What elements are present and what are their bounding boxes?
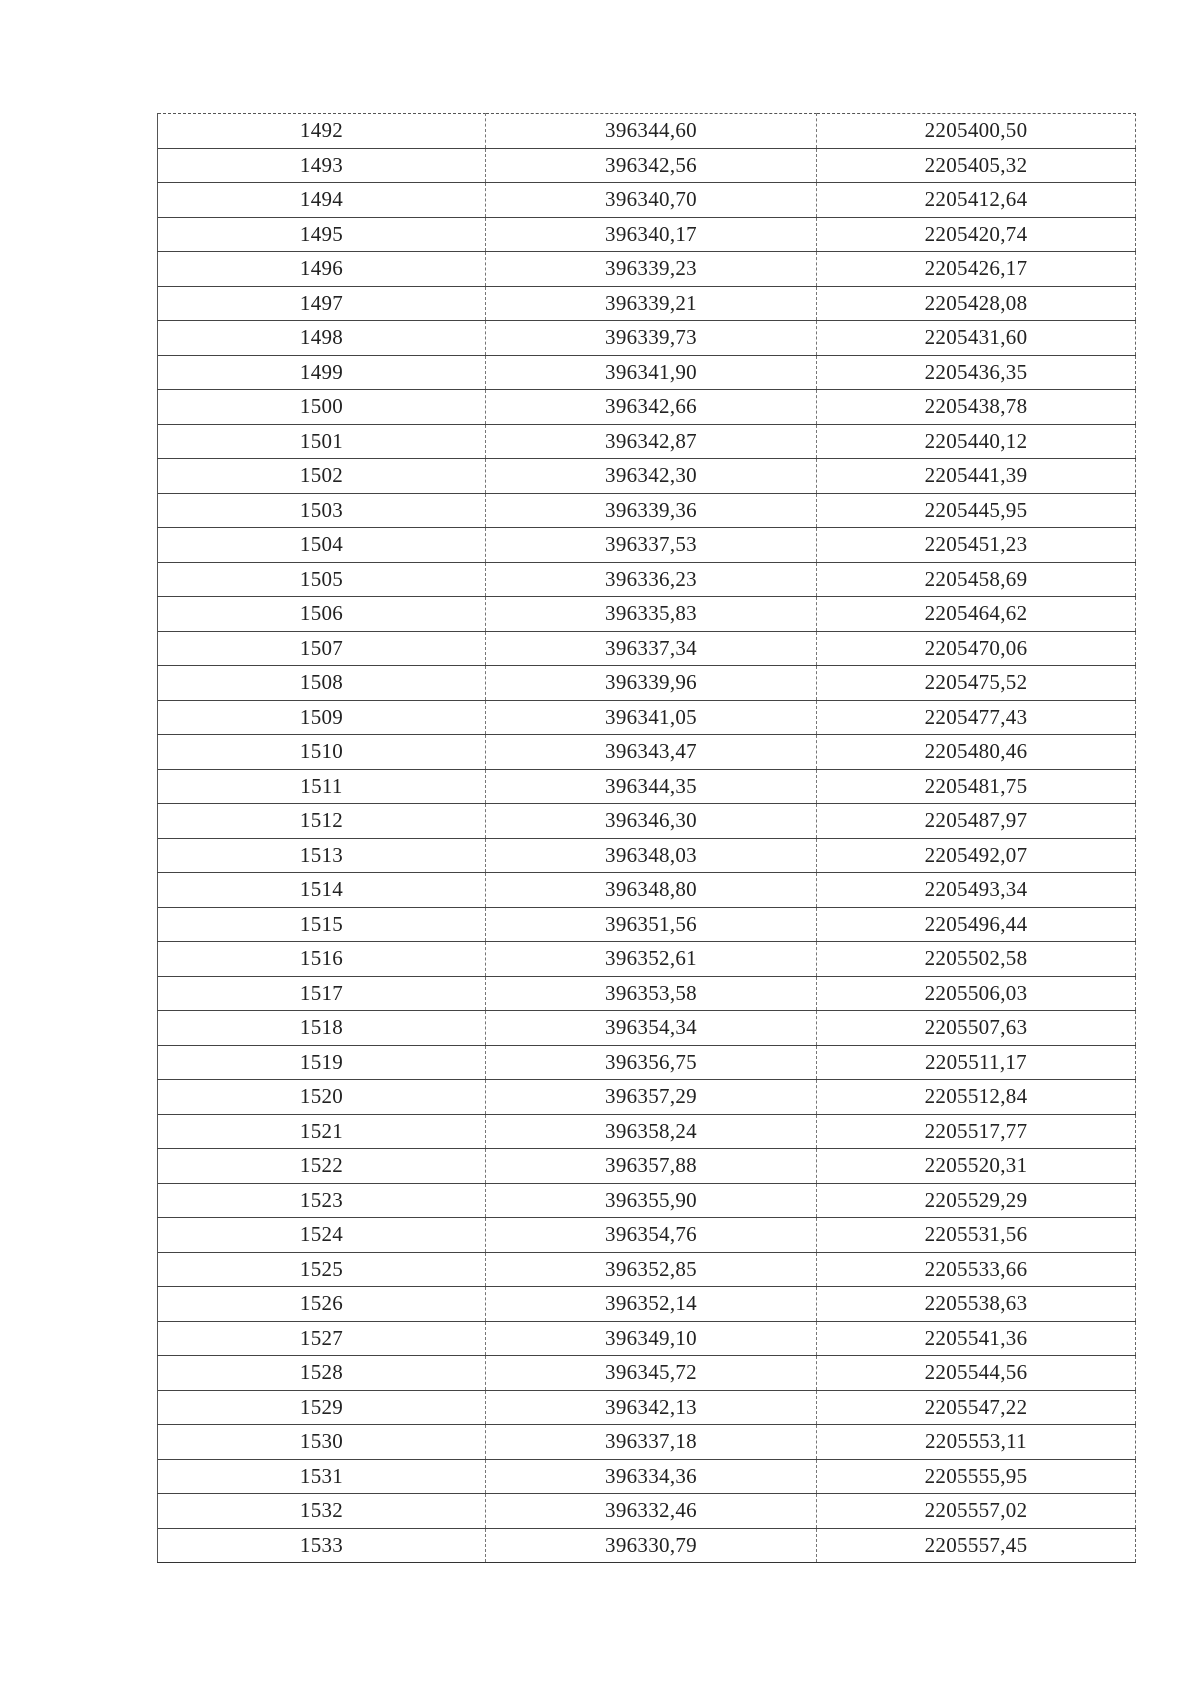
y-coordinate-cell: 2205458,69 bbox=[817, 562, 1136, 597]
table-row bbox=[158, 804, 1136, 839]
y-coordinate-cell: 2205438,78 bbox=[817, 390, 1136, 425]
y-coordinate-cell: 2205400,50 bbox=[817, 114, 1136, 149]
table-row bbox=[158, 1011, 1136, 1046]
y-coordinate-cell: 2205480,46 bbox=[817, 735, 1136, 770]
point-number-cell: 1508 bbox=[158, 666, 486, 701]
y-coordinate-cell: 2205445,95 bbox=[817, 493, 1136, 528]
x-coordinate-cell: 396343,47 bbox=[486, 735, 817, 770]
x-coordinate-cell: 396358,24 bbox=[486, 1114, 817, 1149]
y-coordinate-cell: 2205420,74 bbox=[817, 217, 1136, 252]
point-number-cell: 1517 bbox=[158, 976, 486, 1011]
point-number-cell: 1519 bbox=[158, 1045, 486, 1080]
point-number-cell: 1529 bbox=[158, 1390, 486, 1425]
x-coordinate-cell: 396354,34 bbox=[486, 1011, 817, 1046]
x-coordinate-cell: 396339,96 bbox=[486, 666, 817, 701]
point-number-cell: 1503 bbox=[158, 493, 486, 528]
point-number-cell: 1523 bbox=[158, 1183, 486, 1218]
x-coordinate-cell: 396337,53 bbox=[486, 528, 817, 563]
x-coordinate-cell: 396356,75 bbox=[486, 1045, 817, 1080]
point-number-cell: 1500 bbox=[158, 390, 486, 425]
x-coordinate-cell: 396339,73 bbox=[486, 321, 817, 356]
y-coordinate-cell: 2205557,02 bbox=[817, 1494, 1136, 1529]
x-coordinate-cell: 396357,29 bbox=[486, 1080, 817, 1115]
x-coordinate-cell: 396339,23 bbox=[486, 252, 817, 287]
y-coordinate-cell: 2205412,64 bbox=[817, 183, 1136, 218]
x-coordinate-cell: 396335,83 bbox=[486, 597, 817, 632]
y-coordinate-cell: 2205436,35 bbox=[817, 355, 1136, 390]
table-row bbox=[158, 666, 1136, 701]
table-row bbox=[158, 252, 1136, 287]
y-coordinate-cell: 2205464,62 bbox=[817, 597, 1136, 632]
table-row bbox=[158, 1218, 1136, 1253]
x-coordinate-cell: 396357,88 bbox=[486, 1149, 817, 1184]
table-row bbox=[158, 148, 1136, 183]
y-coordinate-cell: 2205553,11 bbox=[817, 1425, 1136, 1460]
y-coordinate-cell: 2205426,17 bbox=[817, 252, 1136, 287]
table-row bbox=[158, 1494, 1136, 1529]
y-coordinate-cell: 2205533,66 bbox=[817, 1252, 1136, 1287]
table-row bbox=[158, 1321, 1136, 1356]
y-coordinate-cell: 2205470,06 bbox=[817, 631, 1136, 666]
point-number-cell: 1493 bbox=[158, 148, 486, 183]
y-coordinate-cell: 2205481,75 bbox=[817, 769, 1136, 804]
point-number-cell: 1524 bbox=[158, 1218, 486, 1253]
point-number-cell: 1533 bbox=[158, 1528, 486, 1563]
x-coordinate-cell: 396337,34 bbox=[486, 631, 817, 666]
point-number-cell: 1510 bbox=[158, 735, 486, 770]
y-coordinate-cell: 2205511,17 bbox=[817, 1045, 1136, 1080]
y-coordinate-cell: 2205529,29 bbox=[817, 1183, 1136, 1218]
table-row bbox=[158, 355, 1136, 390]
point-number-cell: 1504 bbox=[158, 528, 486, 563]
y-coordinate-cell: 2205492,07 bbox=[817, 838, 1136, 873]
point-number-cell: 1516 bbox=[158, 942, 486, 977]
table-row bbox=[158, 114, 1136, 149]
point-number-cell: 1507 bbox=[158, 631, 486, 666]
point-number-cell: 1509 bbox=[158, 700, 486, 735]
point-number-cell: 1528 bbox=[158, 1356, 486, 1391]
table-row bbox=[158, 838, 1136, 873]
x-coordinate-cell: 396352,85 bbox=[486, 1252, 817, 1287]
y-coordinate-cell: 2205507,63 bbox=[817, 1011, 1136, 1046]
point-number-cell: 1512 bbox=[158, 804, 486, 839]
table-row bbox=[158, 1528, 1136, 1563]
y-coordinate-cell: 2205428,08 bbox=[817, 286, 1136, 321]
point-number-cell: 1531 bbox=[158, 1459, 486, 1494]
coordinates-table-body bbox=[158, 114, 1136, 1563]
table-row bbox=[158, 700, 1136, 735]
x-coordinate-cell: 396342,30 bbox=[486, 459, 817, 494]
y-coordinate-cell: 2205496,44 bbox=[817, 907, 1136, 942]
point-number-cell: 1526 bbox=[158, 1287, 486, 1322]
table-row bbox=[158, 1080, 1136, 1115]
x-coordinate-cell: 396341,05 bbox=[486, 700, 817, 735]
x-coordinate-cell: 396344,35 bbox=[486, 769, 817, 804]
x-coordinate-cell: 396341,90 bbox=[486, 355, 817, 390]
x-coordinate-cell: 396353,58 bbox=[486, 976, 817, 1011]
x-coordinate-cell: 396330,79 bbox=[486, 1528, 817, 1563]
x-coordinate-cell: 396351,56 bbox=[486, 907, 817, 942]
x-coordinate-cell: 396349,10 bbox=[486, 1321, 817, 1356]
y-coordinate-cell: 2205475,52 bbox=[817, 666, 1136, 701]
table-row bbox=[158, 1356, 1136, 1391]
table-row bbox=[158, 424, 1136, 459]
point-number-cell: 1520 bbox=[158, 1080, 486, 1115]
point-number-cell: 1511 bbox=[158, 769, 486, 804]
table-row bbox=[158, 1425, 1136, 1460]
table-row bbox=[158, 769, 1136, 804]
y-coordinate-cell: 2205538,63 bbox=[817, 1287, 1136, 1322]
y-coordinate-cell: 2205544,56 bbox=[817, 1356, 1136, 1391]
point-number-cell: 1496 bbox=[158, 252, 486, 287]
y-coordinate-cell: 2205547,22 bbox=[817, 1390, 1136, 1425]
y-coordinate-cell: 2205520,31 bbox=[817, 1149, 1136, 1184]
x-coordinate-cell: 396342,87 bbox=[486, 424, 817, 459]
point-number-cell: 1530 bbox=[158, 1425, 486, 1460]
table-row bbox=[158, 390, 1136, 425]
x-coordinate-cell: 396334,36 bbox=[486, 1459, 817, 1494]
x-coordinate-cell: 396332,46 bbox=[486, 1494, 817, 1529]
table-row bbox=[158, 1114, 1136, 1149]
table-row bbox=[158, 1459, 1136, 1494]
point-number-cell: 1501 bbox=[158, 424, 486, 459]
x-coordinate-cell: 396339,36 bbox=[486, 493, 817, 528]
point-number-cell: 1513 bbox=[158, 838, 486, 873]
x-coordinate-cell: 396342,56 bbox=[486, 148, 817, 183]
point-number-cell: 1502 bbox=[158, 459, 486, 494]
point-number-cell: 1525 bbox=[158, 1252, 486, 1287]
y-coordinate-cell: 2205441,39 bbox=[817, 459, 1136, 494]
table-row bbox=[158, 1149, 1136, 1184]
point-number-cell: 1514 bbox=[158, 873, 486, 908]
y-coordinate-cell: 2205451,23 bbox=[817, 528, 1136, 563]
table-row bbox=[158, 493, 1136, 528]
table-row bbox=[158, 907, 1136, 942]
x-coordinate-cell: 396345,72 bbox=[486, 1356, 817, 1391]
point-number-cell: 1492 bbox=[158, 114, 486, 149]
x-coordinate-cell: 396340,17 bbox=[486, 217, 817, 252]
point-number-cell: 1499 bbox=[158, 355, 486, 390]
point-number-cell: 1495 bbox=[158, 217, 486, 252]
table-row bbox=[158, 1183, 1136, 1218]
table-row bbox=[158, 631, 1136, 666]
table-row bbox=[158, 321, 1136, 356]
point-number-cell: 1498 bbox=[158, 321, 486, 356]
table-row bbox=[158, 976, 1136, 1011]
point-number-cell: 1505 bbox=[158, 562, 486, 597]
x-coordinate-cell: 396342,66 bbox=[486, 390, 817, 425]
table-row bbox=[158, 1287, 1136, 1322]
x-coordinate-cell: 396344,60 bbox=[486, 114, 817, 149]
point-number-cell: 1518 bbox=[158, 1011, 486, 1046]
y-coordinate-cell: 2205506,03 bbox=[817, 976, 1136, 1011]
table-row bbox=[158, 217, 1136, 252]
y-coordinate-cell: 2205502,58 bbox=[817, 942, 1136, 977]
table-row bbox=[158, 528, 1136, 563]
y-coordinate-cell: 2205431,60 bbox=[817, 321, 1136, 356]
y-coordinate-cell: 2205440,12 bbox=[817, 424, 1136, 459]
y-coordinate-cell: 2205477,43 bbox=[817, 700, 1136, 735]
table-row bbox=[158, 597, 1136, 632]
x-coordinate-cell: 396352,14 bbox=[486, 1287, 817, 1322]
point-number-cell: 1522 bbox=[158, 1149, 486, 1184]
y-coordinate-cell: 2205557,45 bbox=[817, 1528, 1136, 1563]
x-coordinate-cell: 396348,03 bbox=[486, 838, 817, 873]
y-coordinate-cell: 2205517,77 bbox=[817, 1114, 1136, 1149]
y-coordinate-cell: 2205555,95 bbox=[817, 1459, 1136, 1494]
coordinates-table bbox=[157, 113, 1136, 1563]
coordinates-table-container bbox=[157, 113, 1135, 1563]
point-number-cell: 1506 bbox=[158, 597, 486, 632]
table-row bbox=[158, 1252, 1136, 1287]
y-coordinate-cell: 2205493,34 bbox=[817, 873, 1136, 908]
table-row bbox=[158, 735, 1136, 770]
y-coordinate-cell: 2205531,56 bbox=[817, 1218, 1136, 1253]
x-coordinate-cell: 396346,30 bbox=[486, 804, 817, 839]
table-row bbox=[158, 459, 1136, 494]
y-coordinate-cell: 2205405,32 bbox=[817, 148, 1136, 183]
x-coordinate-cell: 396336,23 bbox=[486, 562, 817, 597]
x-coordinate-cell: 396348,80 bbox=[486, 873, 817, 908]
table-row bbox=[158, 1045, 1136, 1080]
point-number-cell: 1515 bbox=[158, 907, 486, 942]
point-number-cell: 1494 bbox=[158, 183, 486, 218]
table-row bbox=[158, 1390, 1136, 1425]
table-row bbox=[158, 183, 1136, 218]
x-coordinate-cell: 396352,61 bbox=[486, 942, 817, 977]
point-number-cell: 1532 bbox=[158, 1494, 486, 1529]
table-row bbox=[158, 873, 1136, 908]
x-coordinate-cell: 396340,70 bbox=[486, 183, 817, 218]
x-coordinate-cell: 396354,76 bbox=[486, 1218, 817, 1253]
point-number-cell: 1527 bbox=[158, 1321, 486, 1356]
x-coordinate-cell: 396355,90 bbox=[486, 1183, 817, 1218]
table-row bbox=[158, 286, 1136, 321]
point-number-cell: 1521 bbox=[158, 1114, 486, 1149]
x-coordinate-cell: 396337,18 bbox=[486, 1425, 817, 1460]
y-coordinate-cell: 2205512,84 bbox=[817, 1080, 1136, 1115]
table-row bbox=[158, 562, 1136, 597]
y-coordinate-cell: 2205541,36 bbox=[817, 1321, 1136, 1356]
y-coordinate-cell: 2205487,97 bbox=[817, 804, 1136, 839]
x-coordinate-cell: 396339,21 bbox=[486, 286, 817, 321]
point-number-cell: 1497 bbox=[158, 286, 486, 321]
x-coordinate-cell: 396342,13 bbox=[486, 1390, 817, 1425]
table-row bbox=[158, 942, 1136, 977]
